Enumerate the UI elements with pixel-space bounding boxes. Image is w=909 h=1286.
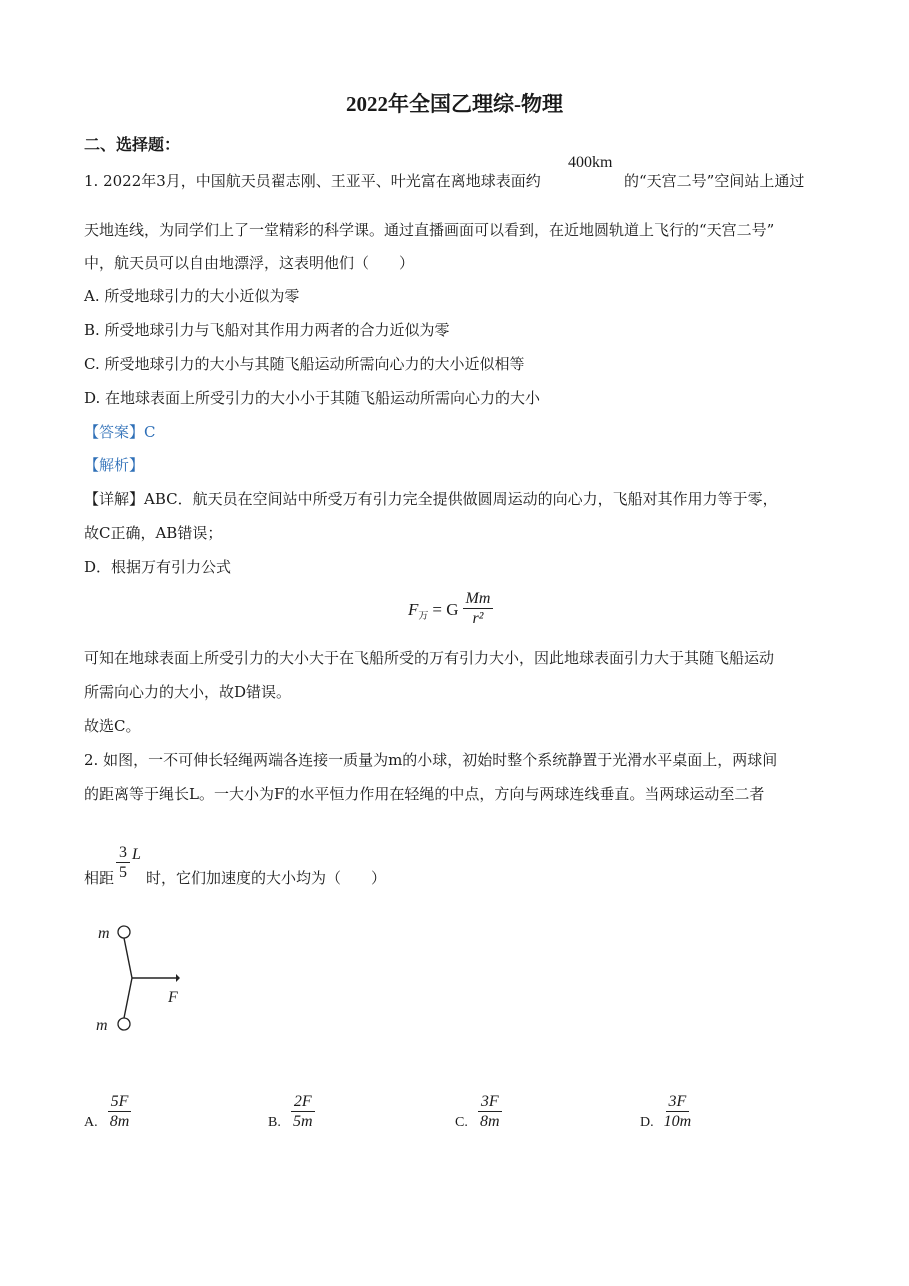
bottom-mass-label: m xyxy=(96,1017,108,1034)
q2-dist-var: L xyxy=(132,845,141,863)
top-mass-label: m xyxy=(98,925,110,942)
q1-distance: 400km xyxy=(568,154,613,171)
q2-line3-a: 相距 xyxy=(84,869,115,887)
top-ball xyxy=(118,926,130,938)
q2-option-a: A. $\frac{5F}{8m}$ xyxy=(84,1093,131,1132)
q1-answer: 【答案】C xyxy=(84,423,156,441)
q2-dist-den: 5 xyxy=(119,864,127,881)
q1-option-c: C. 所受地球引力的大小与其随飞船运动所需向心力的大小近似相等 xyxy=(84,355,525,373)
q1-detail1: 【详解】ABC．航天员在空间站中所受万有引力完全提供做圆周运动的向心力，飞船对其作用力等于零， xyxy=(84,490,778,508)
gravitation-formula xyxy=(408,590,493,629)
q2-dist-num: 3 xyxy=(116,844,130,863)
q1-detail4: 可知在地球表面上所受引力的大小大于在飞船所受的万有引力大小，因此地球表面引力大于其随飞船运动 xyxy=(84,649,775,667)
formula-lhs: F xyxy=(408,599,419,619)
q1-analysis: 【解析】 xyxy=(84,456,145,474)
q1-option-d: D. 在地球表面上所受引力的大小小于其随飞船运动所需向心力的大小 xyxy=(84,389,541,407)
rope-balls-figure xyxy=(90,918,200,1043)
page-title: 2022年全国乙理综-物理 xyxy=(346,92,563,116)
formula-numerator: Mm xyxy=(463,590,494,609)
arrowhead-icon xyxy=(176,974,180,982)
q1-line2: 天地连线，为同学们上了一堂精彩的科学课。通过直播画面可以看到，在近地圆轨道上飞行的“天宫二号” xyxy=(84,221,775,239)
formula-eq: = G xyxy=(432,599,459,619)
q2-option-d: D. $\frac{3F}{10m}$ xyxy=(640,1093,692,1130)
q1-detail3: D．根据万有引力公式 xyxy=(84,558,232,576)
q1-detail5: 所需向心力的大小，故D错误。 xyxy=(84,683,292,701)
q1-line3: 中，航天员可以自由地漂浮，这表明他们（ ） xyxy=(84,254,415,272)
force-label: F xyxy=(168,989,178,1006)
q1-conclusion: 故选C。 xyxy=(84,717,141,735)
formula-denominator: r² xyxy=(472,610,484,627)
section-heading: 二、选择题： xyxy=(84,135,181,154)
rope xyxy=(124,938,132,1018)
q2-line2: 的距离等于绳长L。一大小为F的水平恒力作用在轻绳的中点，方向与两球连线垂直。当两球运动至二者 xyxy=(84,785,765,803)
formula-subscript: 万 xyxy=(418,611,429,622)
q2-option-c: C. $\frac{3F}{8m}$ xyxy=(455,1093,502,1132)
q2-line3-b: 时，它们加速度的大小均为（ ） xyxy=(146,869,387,887)
q2-option-b: B. $\frac{2F}{5m}$ xyxy=(268,1093,315,1132)
q1-option-a: A. 所受地球引力的大小近似为零 xyxy=(84,287,300,305)
q1-line1-b: 的“天宫二号”空间站上通过 xyxy=(624,172,805,190)
q1-line1-a: 1. 2022年3月，中国航天员翟志刚、王亚平、叶光富在离地球表面约 xyxy=(84,172,541,190)
bottom-ball xyxy=(118,1018,130,1030)
q1-option-b: B. 所受地球引力与飞船对其作用力两者的合力近似为零 xyxy=(84,321,450,339)
q1-detail2: 故C正确，AB错误； xyxy=(84,524,223,542)
q2-line1: 2. 如图，一不可伸长轻绳两端各连接一质量为m的小球，初始时整个系统静置于光滑水平桌面上，两球间 xyxy=(84,751,778,769)
q2-distance-fraction xyxy=(116,844,141,883)
